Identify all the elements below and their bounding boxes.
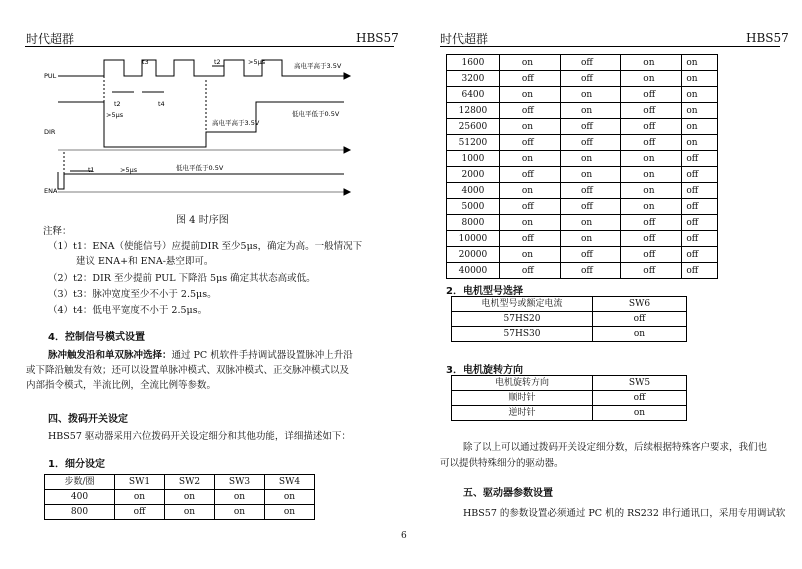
table-cell: 5000 xyxy=(447,199,500,215)
table-row xyxy=(447,231,718,247)
dip-intro: HBS57 驱动器采用六位拨码开关设定细分和其他功能，详细描述如下： xyxy=(48,431,351,442)
table-row xyxy=(452,327,687,342)
table-cell: off xyxy=(499,167,560,183)
table-cell: on xyxy=(682,119,718,135)
right-subdivision-table xyxy=(446,54,718,279)
table-row xyxy=(447,71,718,87)
table-cell: 1000 xyxy=(447,151,500,167)
table-header-row xyxy=(452,376,687,391)
table-header: SW6 xyxy=(593,297,687,312)
table-row xyxy=(447,151,718,167)
table-cell: on xyxy=(499,151,560,167)
table-cell: on xyxy=(499,55,560,71)
table-cell: off xyxy=(560,183,620,199)
table-cell: on xyxy=(560,167,620,183)
table-cell: off xyxy=(621,263,682,279)
table-cell: on xyxy=(621,199,682,215)
page-number: 6 xyxy=(401,531,407,541)
table-header: 步数/圈 xyxy=(45,475,115,490)
dir-waveform xyxy=(58,102,344,147)
table-cell: 51200 xyxy=(447,135,500,151)
section4-p1 xyxy=(48,349,353,363)
table-cell: off xyxy=(593,391,687,406)
right-p1b: 可以提供特殊细分的驱动器。 xyxy=(440,458,564,469)
motor-section-title: 2．电机型号选择 xyxy=(446,286,523,297)
table-row xyxy=(447,103,718,119)
table-cell: on xyxy=(593,406,687,421)
note-3: （3）t3：脉冲宽度至少不小于 2.5μs。 xyxy=(48,289,217,300)
table-header: SW1 xyxy=(115,475,165,490)
ann-gt5a: >5μs xyxy=(248,58,266,66)
table-cell: off xyxy=(560,71,620,87)
table-row xyxy=(447,263,718,279)
table-cell: off xyxy=(621,87,682,103)
ann-t2b: t2 xyxy=(114,100,121,108)
table-cell: 800 xyxy=(45,505,115,520)
table-row xyxy=(452,312,687,327)
table-cell: off xyxy=(621,103,682,119)
table-cell: off xyxy=(115,505,165,520)
subdivision-title: 1．细分设定 xyxy=(48,459,105,470)
left-header-rule xyxy=(25,46,394,47)
ann-high-b: 高电平高于3.5V xyxy=(212,119,260,127)
motor-table xyxy=(451,296,687,342)
table-cell: 2000 xyxy=(447,167,500,183)
table-cell: off xyxy=(621,215,682,231)
ann-t2a: t2 xyxy=(214,58,221,66)
table-cell: on xyxy=(682,103,718,119)
table-cell: off xyxy=(499,103,560,119)
table-cell: off xyxy=(682,231,718,247)
table-cell: on xyxy=(560,87,620,103)
left-subdivision-table xyxy=(44,474,315,520)
table-cell: off xyxy=(593,312,687,327)
rotation-section-title: 3．电机旋转方向 xyxy=(446,365,523,376)
table-cell: on xyxy=(115,490,165,505)
dir-label: DIR xyxy=(44,128,56,136)
section4-title: 4．控制信号模式设置 xyxy=(48,332,145,343)
table-cell: on xyxy=(682,87,718,103)
right-header-model: HBS57 xyxy=(746,31,789,45)
table-cell: off xyxy=(682,263,718,279)
table-cell: 12800 xyxy=(447,103,500,119)
ann-t4: t4 xyxy=(158,100,165,108)
table-cell: off xyxy=(621,135,682,151)
table-cell: on xyxy=(499,183,560,199)
table-row xyxy=(447,167,718,183)
right-header-rule xyxy=(440,46,780,47)
section5-title: 五、驱动器参数设置 xyxy=(463,488,553,499)
table-cell: on xyxy=(560,231,620,247)
table-cell: off xyxy=(682,247,718,263)
ann-high-a: 高电平高于3.5V xyxy=(294,62,342,70)
ena-label: ENA xyxy=(44,187,58,195)
table-row xyxy=(45,505,315,520)
table-header: SW5 xyxy=(593,376,687,391)
table-header: SW2 xyxy=(165,475,215,490)
table-cell: off xyxy=(560,247,620,263)
table-row xyxy=(447,135,718,151)
table-cell: 8000 xyxy=(447,215,500,231)
table-cell: off xyxy=(499,231,560,247)
table-cell: off xyxy=(682,167,718,183)
table-cell: 10000 xyxy=(447,231,500,247)
table-cell: on xyxy=(593,327,687,342)
table-cell: off xyxy=(499,71,560,87)
note-1a: （1）t1：ENA（使能信号）应提前DIR 至少5μs，确定为高。一般情况下 xyxy=(48,241,363,252)
table-cell: off xyxy=(560,135,620,151)
table-cell: on xyxy=(499,87,560,103)
section4-p1-rest: 通过 PC 机软件手持调试器设置脉冲上升沿 xyxy=(171,350,353,361)
table-cell: on xyxy=(215,490,265,505)
table-row xyxy=(452,406,687,421)
table-cell: on xyxy=(682,71,718,87)
right-p2: HBS57 的参数设置必须通过 PC 机的 RS232 串行通讯口，采用专用调试软 xyxy=(463,508,786,519)
table-cell: 400 xyxy=(45,490,115,505)
table-cell: on xyxy=(165,505,215,520)
table-cell: 40000 xyxy=(447,263,500,279)
table-header: 电机旋转方向 xyxy=(452,376,593,391)
table-header-row xyxy=(452,297,687,312)
table-cell: on xyxy=(682,55,718,71)
table-cell: off xyxy=(682,151,718,167)
table-header: SW3 xyxy=(215,475,265,490)
table-cell: on xyxy=(682,135,718,151)
table-cell: 57HS20 xyxy=(452,312,593,327)
right-p1a: 除了以上可以通过拨码开关设定细分数，后续根据特殊客户要求，我们也 xyxy=(463,442,768,453)
table-cell: off xyxy=(560,119,620,135)
table-row xyxy=(447,199,718,215)
ena-waveform xyxy=(58,172,344,189)
ann-t1: t1 xyxy=(88,166,95,174)
dip-section-title: 四、拨码开关设定 xyxy=(48,414,128,425)
table-cell: off xyxy=(621,247,682,263)
left-header-title: 时代超群 xyxy=(26,32,75,46)
table-cell: on xyxy=(560,103,620,119)
table-cell: on xyxy=(499,215,560,231)
table-cell: on xyxy=(499,119,560,135)
table-cell: 顺时针 xyxy=(452,391,593,406)
table-cell: off xyxy=(560,55,620,71)
timing-diagram xyxy=(44,52,364,212)
ann-gt5b: >5μs xyxy=(106,111,124,119)
table-cell: 4000 xyxy=(447,183,500,199)
table-cell: on xyxy=(165,490,215,505)
table-cell: on xyxy=(265,505,315,520)
table-cell: on xyxy=(621,151,682,167)
table-cell: on xyxy=(265,490,315,505)
table-cell: 1600 xyxy=(447,55,500,71)
table-row xyxy=(447,119,718,135)
note-1b: 建议 ENA+和 ENA-悬空即可。 xyxy=(76,256,214,267)
table-row xyxy=(447,247,718,263)
figure-caption: 图 4 时序图 xyxy=(176,215,229,226)
table-cell: 3200 xyxy=(447,71,500,87)
table-row xyxy=(447,87,718,103)
note-4: （4）t4：低电平宽度不小于 2.5μs。 xyxy=(48,305,208,316)
table-row xyxy=(447,55,718,71)
section4-p3: 内部指令模式，半流比例，全流比例等参数。 xyxy=(26,380,217,391)
table-cell: off xyxy=(682,183,718,199)
table-cell: off xyxy=(560,199,620,215)
table-cell: on xyxy=(621,183,682,199)
right-header-title: 时代超群 xyxy=(440,32,489,46)
table-cell: on xyxy=(621,167,682,183)
pul-label: PUL xyxy=(44,72,57,80)
table-row xyxy=(447,215,718,231)
table-header: 电机型号或额定电流 xyxy=(452,297,593,312)
ann-t3: t3 xyxy=(142,58,149,66)
table-cell: on xyxy=(560,151,620,167)
table-cell: off xyxy=(682,215,718,231)
section4-p2: 或下降沿触发有效；还可以设置单脉冲模式、双脉冲模式、正交脉冲模式以及 xyxy=(26,365,350,376)
table-cell: off xyxy=(499,135,560,151)
table-row xyxy=(452,391,687,406)
table-header-row xyxy=(45,475,315,490)
table-cell: off xyxy=(560,263,620,279)
table-cell: off xyxy=(621,231,682,247)
note-2: （2）t2：DIR 至少提前 PUL 下降沿 5μs 确定其状态高或低。 xyxy=(48,273,316,284)
rotation-table xyxy=(451,375,687,421)
notes-title: 注释： xyxy=(43,226,72,237)
table-cell: 逆时针 xyxy=(452,406,593,421)
table-row xyxy=(45,490,315,505)
table-cell: off xyxy=(682,199,718,215)
ann-gt5c: >5μs xyxy=(120,166,138,174)
ann-low-b: 低电平低于0.5V xyxy=(176,164,224,172)
table-row xyxy=(447,183,718,199)
left-header-model: HBS57 xyxy=(356,31,399,45)
table-cell: off xyxy=(499,263,560,279)
table-cell: on xyxy=(215,505,265,520)
table-cell: 25600 xyxy=(447,119,500,135)
table-cell: on xyxy=(621,55,682,71)
table-header: SW4 xyxy=(265,475,315,490)
table-cell: 6400 xyxy=(447,87,500,103)
table-cell: on xyxy=(621,71,682,87)
table-cell: on xyxy=(499,247,560,263)
table-cell: 57HS30 xyxy=(452,327,593,342)
table-cell: off xyxy=(499,199,560,215)
table-cell: 20000 xyxy=(447,247,500,263)
section4-p1-bold: 脉冲触发沿和单双脉冲选择： xyxy=(48,350,172,361)
table-cell: off xyxy=(621,119,682,135)
ann-low-a: 低电平低于0.5V xyxy=(292,110,340,118)
table-cell: on xyxy=(560,215,620,231)
